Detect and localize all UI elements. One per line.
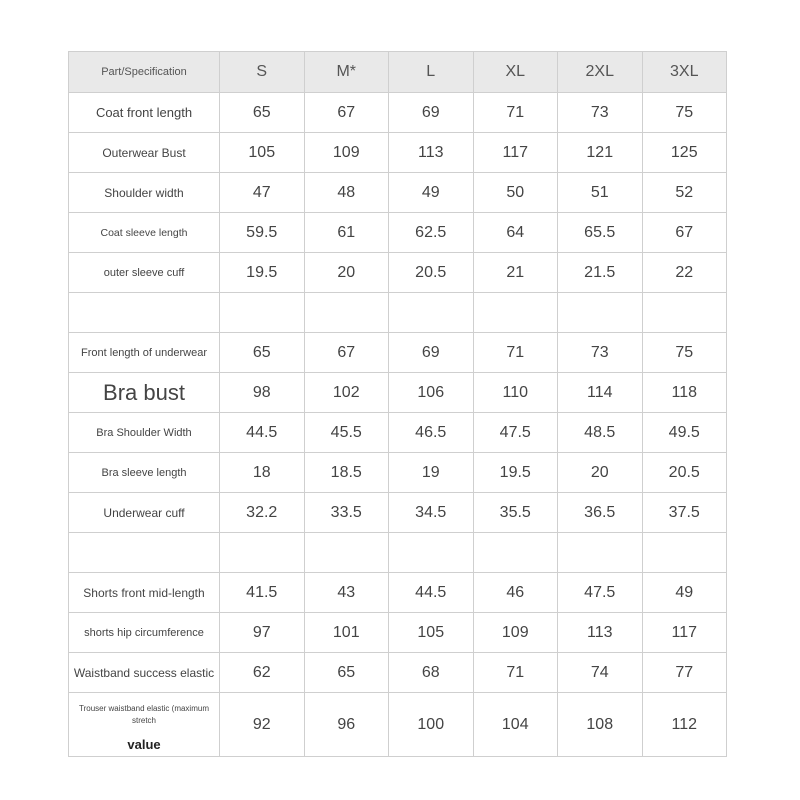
cell-value xyxy=(220,293,305,333)
row-label-line1: Trouser waistband elastic (maximum stretch xyxy=(79,704,209,725)
row-label xyxy=(69,693,220,757)
cell-value: 50 xyxy=(473,173,558,213)
cell-value: 52 xyxy=(642,173,727,213)
cell-value: 101 xyxy=(304,613,389,653)
row-label: Coat front length xyxy=(69,93,220,133)
row-label: Underwear cuff xyxy=(69,493,220,533)
cell-value: 114 xyxy=(558,373,643,413)
cell-value xyxy=(304,533,389,573)
cell-value: 49 xyxy=(642,573,727,613)
table-row xyxy=(69,93,727,133)
cell-value xyxy=(304,293,389,333)
cell-value: 109 xyxy=(473,613,558,653)
row-label xyxy=(69,293,220,333)
spec-header: Part/Specification xyxy=(69,52,220,93)
cell-value: 117 xyxy=(642,613,727,653)
table-row xyxy=(69,453,727,493)
table-row xyxy=(69,173,727,213)
cell-value: 105 xyxy=(389,613,474,653)
cell-value: 47.5 xyxy=(558,573,643,613)
cell-value: 98 xyxy=(220,373,305,413)
table-row xyxy=(69,133,727,173)
cell-value: 71 xyxy=(473,653,558,693)
cell-value: 19.5 xyxy=(220,253,305,293)
row-label: Front length of underwear xyxy=(69,333,220,373)
row-label-line2: value xyxy=(127,737,161,752)
table-row xyxy=(69,213,727,253)
cell-value: 46 xyxy=(473,573,558,613)
cell-value: 43 xyxy=(304,573,389,613)
table-row xyxy=(69,253,727,293)
cell-value: 108 xyxy=(558,693,643,757)
row-label: Waistband success elastic xyxy=(69,653,220,693)
cell-value: 69 xyxy=(389,93,474,133)
cell-value: 118 xyxy=(642,373,727,413)
cell-value: 44.5 xyxy=(220,413,305,453)
cell-value: 110 xyxy=(473,373,558,413)
cell-value: 36.5 xyxy=(558,493,643,533)
table-row xyxy=(69,493,727,533)
cell-value: 65 xyxy=(304,653,389,693)
cell-value: 32.2 xyxy=(220,493,305,533)
cell-value: 102 xyxy=(304,373,389,413)
table-row xyxy=(69,333,727,373)
row-label: Bra bust xyxy=(69,373,220,413)
cell-value xyxy=(558,293,643,333)
cell-value xyxy=(642,533,727,573)
cell-value: 20 xyxy=(304,253,389,293)
cell-value: 59.5 xyxy=(220,213,305,253)
cell-value: 19.5 xyxy=(473,453,558,493)
cell-value: 21.5 xyxy=(558,253,643,293)
cell-value: 64 xyxy=(473,213,558,253)
cell-value: 75 xyxy=(642,333,727,373)
size-header: XL xyxy=(473,52,558,93)
cell-value: 71 xyxy=(473,93,558,133)
cell-value: 49.5 xyxy=(642,413,727,453)
header-row xyxy=(69,52,727,93)
cell-value: 62.5 xyxy=(389,213,474,253)
table-row xyxy=(69,613,727,653)
row-label: Shorts front mid-length xyxy=(69,573,220,613)
cell-value: 113 xyxy=(389,133,474,173)
cell-value: 48.5 xyxy=(558,413,643,453)
cell-value: 20.5 xyxy=(389,253,474,293)
row-label: Coat sleeve length xyxy=(69,213,220,253)
spacer-row xyxy=(69,293,727,333)
cell-value: 73 xyxy=(558,333,643,373)
cell-value: 121 xyxy=(558,133,643,173)
size-header: L xyxy=(389,52,474,93)
row-label: Bra Shoulder Width xyxy=(69,413,220,453)
cell-value: 46.5 xyxy=(389,413,474,453)
cell-value: 113 xyxy=(558,613,643,653)
cell-value: 67 xyxy=(642,213,727,253)
cell-value: 19 xyxy=(389,453,474,493)
size-header: M* xyxy=(304,52,389,93)
cell-value xyxy=(473,533,558,573)
row-label: shorts hip circumference xyxy=(69,613,220,653)
cell-value xyxy=(389,533,474,573)
cell-value: 104 xyxy=(473,693,558,757)
cell-value: 33.5 xyxy=(304,493,389,533)
cell-value: 75 xyxy=(642,93,727,133)
row-label xyxy=(69,533,220,573)
cell-value xyxy=(642,293,727,333)
row-label: Outerwear Bust xyxy=(69,133,220,173)
cell-value: 18.5 xyxy=(304,453,389,493)
cell-value: 65.5 xyxy=(558,213,643,253)
cell-value: 97 xyxy=(220,613,305,653)
cell-value: 77 xyxy=(642,653,727,693)
size-chart-table xyxy=(68,51,727,757)
cell-value: 47.5 xyxy=(473,413,558,453)
cell-value xyxy=(558,533,643,573)
cell-value: 109 xyxy=(304,133,389,173)
cell-value: 48 xyxy=(304,173,389,213)
row-label: outer sleeve cuff xyxy=(69,253,220,293)
cell-value: 106 xyxy=(389,373,474,413)
cell-value: 67 xyxy=(304,93,389,133)
cell-value: 49 xyxy=(389,173,474,213)
table-row xyxy=(69,373,727,413)
cell-value: 51 xyxy=(558,173,643,213)
cell-value: 20.5 xyxy=(642,453,727,493)
cell-value: 65 xyxy=(220,93,305,133)
size-header: 3XL xyxy=(642,52,727,93)
cell-value: 44.5 xyxy=(389,573,474,613)
cell-value: 73 xyxy=(558,93,643,133)
cell-value: 20 xyxy=(558,453,643,493)
cell-value: 61 xyxy=(304,213,389,253)
cell-value: 21 xyxy=(473,253,558,293)
cell-value: 67 xyxy=(304,333,389,373)
cell-value: 112 xyxy=(642,693,727,757)
cell-value: 62 xyxy=(220,653,305,693)
cell-value: 45.5 xyxy=(304,413,389,453)
table-row xyxy=(69,693,727,757)
cell-value: 69 xyxy=(389,333,474,373)
size-header: S xyxy=(220,52,305,93)
table-row xyxy=(69,573,727,613)
size-header: 2XL xyxy=(558,52,643,93)
cell-value: 68 xyxy=(389,653,474,693)
cell-value: 47 xyxy=(220,173,305,213)
cell-value: 71 xyxy=(473,333,558,373)
cell-value: 22 xyxy=(642,253,727,293)
row-label: Shoulder width xyxy=(69,173,220,213)
table-row xyxy=(69,653,727,693)
cell-value: 65 xyxy=(220,333,305,373)
cell-value: 18 xyxy=(220,453,305,493)
cell-value: 105 xyxy=(220,133,305,173)
row-label: Bra sleeve length xyxy=(69,453,220,493)
cell-value: 100 xyxy=(389,693,474,757)
cell-value: 41.5 xyxy=(220,573,305,613)
spacer-row xyxy=(69,533,727,573)
cell-value: 92 xyxy=(220,693,305,757)
cell-value xyxy=(389,293,474,333)
cell-value: 34.5 xyxy=(389,493,474,533)
cell-value: 125 xyxy=(642,133,727,173)
cell-value: 37.5 xyxy=(642,493,727,533)
cell-value: 96 xyxy=(304,693,389,757)
cell-value xyxy=(473,293,558,333)
cell-value: 74 xyxy=(558,653,643,693)
cell-value: 35.5 xyxy=(473,493,558,533)
cell-value xyxy=(220,533,305,573)
table-row xyxy=(69,413,727,453)
cell-value: 117 xyxy=(473,133,558,173)
